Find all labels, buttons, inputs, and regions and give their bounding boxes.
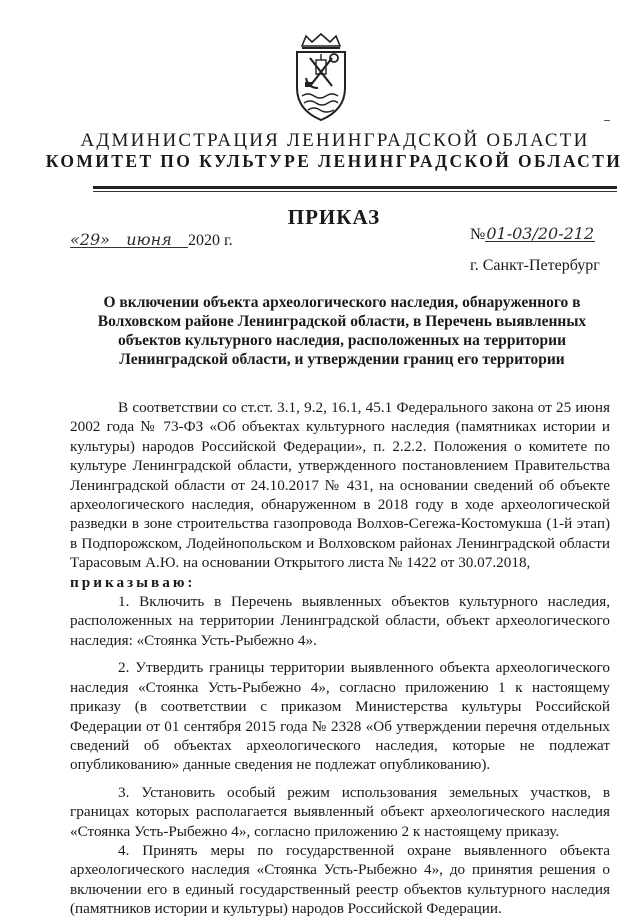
date-month: июня <box>110 233 188 248</box>
order-item-3: 3. Установить особый режим использования земельных участков, в границах которых располагается выявленный объект археологического наследия «Стоянка Усть-Рыбежно 4», согласно приложению 2 к настоящему приказу. <box>70 783 610 840</box>
document-body <box>70 398 610 919</box>
date-day: «29» <box>70 230 110 249</box>
order-word: приказываю: <box>70 573 196 591</box>
date-year: 2020 г. <box>188 232 233 249</box>
scan-mark <box>604 120 610 121</box>
document-subject: О включении объекта археологического наследия, обнаруженного в Волховском районе Ленинградской области, в Перечень выявленных объектов культурного наследия, расположенных на территории Ленинградской области, и утверждении границ его территории <box>97 294 587 368</box>
order-date <box>70 232 233 250</box>
order-item-4: 4. Принять меры по государственной охране выявленного объекта археологического наследия «Стоянка Усть-Рыбежно 4», до принятия решения о включении его в единый государственный реестр объектов культурного наследия (памятников истории и культуры) народов Российской Федерации. <box>70 841 610 918</box>
header-committee: КОМИТЕТ ПО КУЛЬТУРЕ ЛЕНИНГРАДСКОЙ ОБЛАСТИ <box>45 151 623 171</box>
header-rule-thin <box>93 191 617 192</box>
coat-of-arms-icon <box>292 32 350 124</box>
order-item-1: 1. Включить в Перечень выявленных объектов культурного наследия, расположенных на территории Ленинградской области, объект археологического наследия: «Стоянка Усть-Рыбежно 4». <box>70 593 610 649</box>
preamble: В соответствии со ст.ст. 3.1, 9.2, 16.1, 45.1 Федерального закона от 25 июня 2002 года № 73-ФЗ «Об объектах культурного наследия (памятниках истории и культуры) народов Российской Федерации», п. 2.2.2. Положения о комитете по культуре Ленинградской области, утвержденного постановлением Правительства Ленинградской области от 24.10.2017 № 431, на основании сведений об объекте археологического наследия, обнаруженном в 2018 году в ходе археологической разведки в зоне строительства газопровода Волхов-Сегежа-Костомукша (1-й этап) в Подпорожском, Лодейнопольском и Волховском районах Ленинградской области Тарасовым А.Ю. на основании Открытого листа № 1422 от 30.07.2018, <box>70 399 610 572</box>
order-item-2: 2. Утвердить границы территории выявленного объекта археологического наследия «Стоянка Усть-Рыбежно 4», согласно приложению 1 к настоящему приказу (в соответствии с приказом Министерства культуры Российской Федерации от 01 сентября 2015 года № 2328 «Об утверждении перечня отдельных сведений об объектах археологического наследия, которые не подлежат опубликованию» данные сведения не подлежат опубликованию). <box>70 659 610 774</box>
city: г. Санкт-Петербург <box>470 257 600 274</box>
header-rule-thick <box>93 186 617 189</box>
order-number-prefix: № <box>470 226 486 243</box>
document-title: ПРИКАЗ <box>287 205 381 229</box>
header-administration: АДМИНИСТРАЦИЯ ЛЕНИНГРАДСКОЙ ОБЛАСТИ <box>80 130 590 151</box>
order-number <box>470 226 595 244</box>
order-number-value: 01-03/20-212 <box>486 224 595 243</box>
order-word-line <box>70 573 610 592</box>
